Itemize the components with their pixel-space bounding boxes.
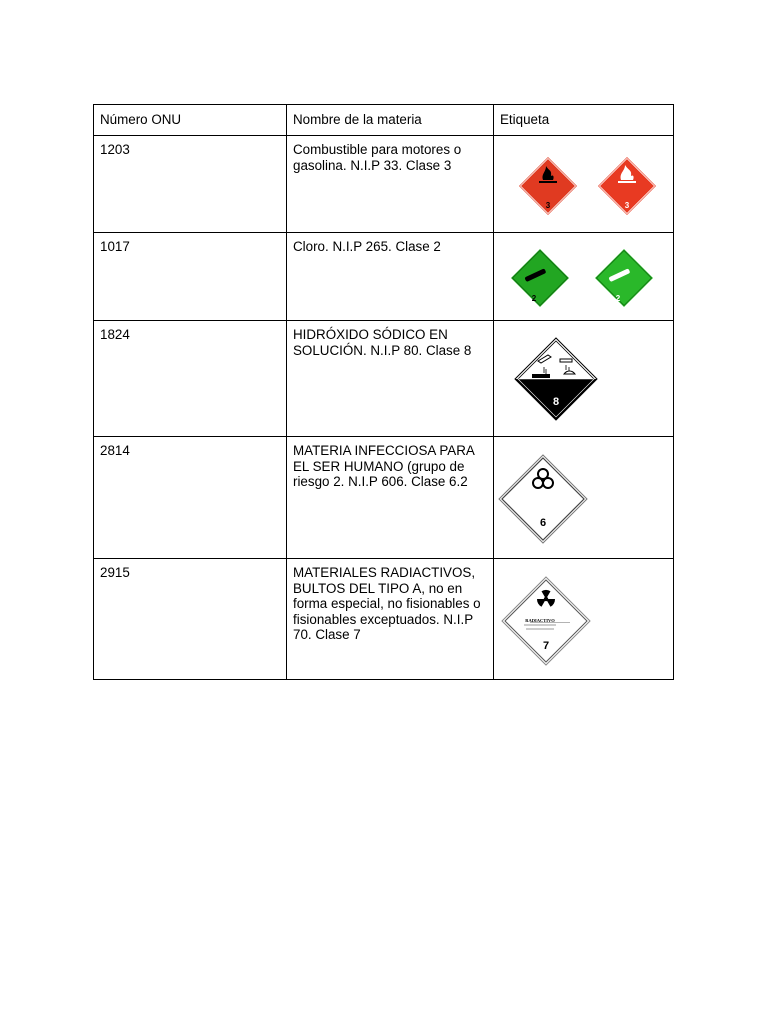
svg-text:2: 2: [531, 294, 537, 303]
label-cell: [494, 559, 674, 680]
label-cell: [494, 437, 674, 559]
material-name-cell: Combustible para motores o gasolina. N.I.P 33. Clase 3: [287, 136, 494, 233]
label-cell: [494, 233, 674, 321]
table-row: [94, 437, 674, 559]
radioactive-class-7-placard: [494, 559, 672, 679]
un-number-cell: 2814: [94, 437, 287, 559]
material-name-cell: MATERIA INFECCIOSA PARA EL SER HUMANO (grupo de riesgo 2. N.I.P 606. Clase 6.2: [287, 437, 494, 559]
svg-text:RADIACTIVO: RADIACTIVO: [525, 618, 555, 623]
table-row: [94, 136, 674, 233]
header-material-name: Nombre de la materia: [287, 105, 494, 136]
svg-text:6: 6: [539, 517, 547, 529]
header-label: Etiqueta: [494, 105, 674, 136]
svg-text:3: 3: [545, 201, 551, 210]
non-flammable-gas-class-2-placard: [494, 233, 672, 320]
dangerous-goods-table: [93, 104, 674, 680]
svg-text:2: 2: [615, 294, 621, 303]
material-name-cell: Cloro. N.I.P 265. Clase 2: [287, 233, 494, 321]
un-number-cell: 1824: [94, 321, 287, 437]
infectious-substance-class-6-placard: [494, 437, 672, 558]
material-name-cell: MATERIALES RADIACTIVOS, BULTOS DEL TIPO A, no en forma especial, no fisionables o fisionables exceptuados. N.I.P 70. Clase 7: [287, 559, 494, 680]
flammable-liquid-class-3-placard: [494, 136, 672, 232]
table-row: [94, 233, 674, 321]
corrosive-class-8-placard: [494, 321, 672, 436]
table-row: [94, 321, 674, 437]
un-number-cell: 1017: [94, 233, 287, 321]
svg-text:3: 3: [624, 201, 630, 210]
material-name-cell: HIDRÓXIDO SÓDICO EN SOLUCIÓN. N.I.P 80. Clase 8: [287, 321, 494, 437]
svg-text:8: 8: [552, 396, 560, 408]
un-number-cell: 1203: [94, 136, 287, 233]
table-row: [94, 559, 674, 680]
label-cell: [494, 136, 674, 233]
un-number-cell: 2915: [94, 559, 287, 680]
table-header-row: [94, 105, 674, 136]
header-un-number: Número ONU: [94, 105, 287, 136]
svg-text:7: 7: [542, 640, 550, 652]
label-cell: [494, 321, 674, 437]
